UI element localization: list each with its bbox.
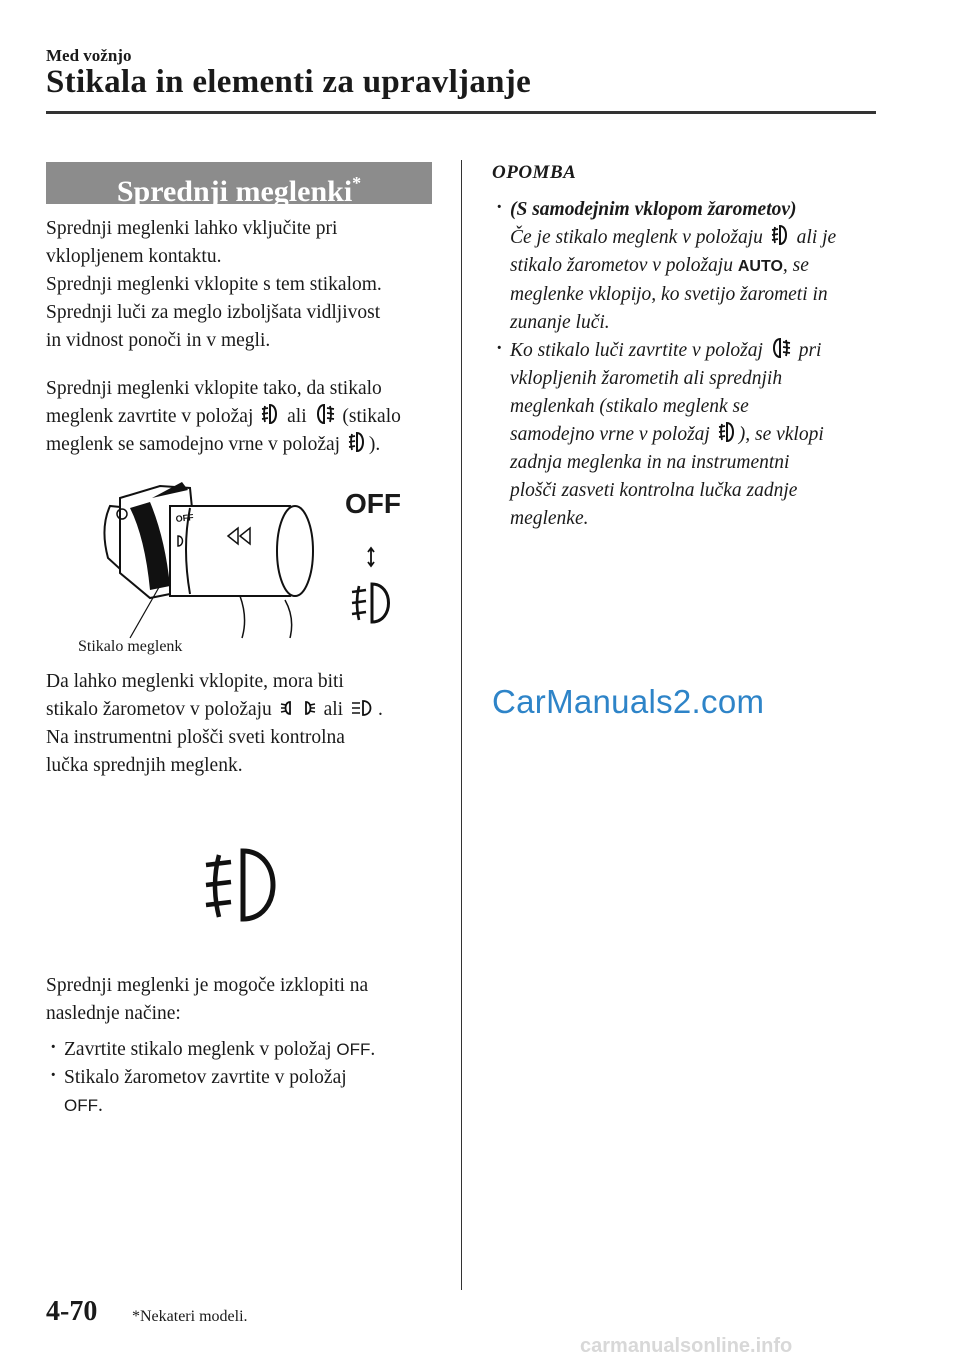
off-paragraph	[46, 972, 438, 1120]
how-line-2: meglenk zavrtite v položaj ali (stikalo	[46, 403, 438, 431]
need-line-4: lučka sprednjih meglenk.	[46, 755, 243, 776]
front-fog-icon	[350, 580, 396, 626]
note-body	[492, 196, 882, 533]
page-number: 4-70	[46, 1296, 98, 1327]
updown-arrow-icon	[366, 546, 376, 568]
footnote: *Nekateri modeli.	[132, 1308, 248, 1325]
rear-fog-icon	[771, 337, 791, 359]
intro-line: Sprednji meglenki vklopite s tem stikalom.	[46, 274, 382, 295]
off-line-2: naslednje načine:	[46, 1003, 181, 1024]
intro-line: in vidnost ponoči in v megli.	[46, 330, 271, 351]
section-banner	[46, 162, 432, 208]
intro-line: Sprednji luči za meglo izboljšata vidljivost	[46, 302, 381, 323]
front-fog-indicator-icon	[203, 845, 285, 925]
site-watermark[interactable]: carmanualsonline.info	[580, 1335, 793, 1357]
rear-fog-icon	[315, 403, 335, 425]
front-fog-icon	[718, 421, 736, 443]
front-fog-icon	[771, 224, 789, 246]
banner-title: Sprednji meglenki	[116, 175, 353, 208]
front-fog-icon	[348, 431, 366, 453]
need-line-1: Da lahko meglenki vklopite, mora biti	[46, 671, 344, 692]
intro-paragraph	[46, 215, 438, 355]
watermark-link[interactable]: CarManuals2.com	[492, 683, 765, 720]
front-fog-icon	[261, 403, 279, 425]
column-divider	[461, 160, 462, 1290]
how-line-3: meglenk se samodejno vrne v položaj ).	[46, 431, 438, 459]
off-position-label: OFF	[64, 1096, 98, 1115]
off-methods-list	[46, 1036, 438, 1120]
need-line-3: Na instrumentni plošči sveti kontrolna	[46, 727, 345, 748]
how-paragraph	[46, 375, 438, 459]
off-position-label: OFF	[336, 1040, 371, 1059]
figure-caption: Stikalo meglenk	[78, 638, 183, 655]
svg-text:OFF: OFF	[175, 512, 195, 524]
requirement-paragraph	[46, 668, 438, 780]
intro-line: vklopljenem kontaktu.	[46, 246, 222, 267]
headlight-icon	[351, 698, 375, 718]
header-divider	[46, 111, 876, 114]
list-item: · Stikalo žarometov zavrtite v položaj OFF.	[46, 1064, 438, 1120]
section-label: Med vožnjo	[46, 46, 132, 65]
off-label: OFF	[345, 488, 401, 519]
auto-position-label: AUTO	[737, 258, 783, 275]
note-heading: OPOMBA	[492, 162, 577, 183]
off-line-1: Sprednji meglenki je mogoče izklopiti na	[46, 975, 369, 996]
note-list	[492, 196, 882, 533]
intro-line: Sprednji meglenki lahko vključite pri	[46, 218, 338, 239]
page-title: Stikala in elementi za upravljanje	[46, 64, 532, 100]
parking-lights-icon	[280, 698, 316, 718]
banner-asterisk: *	[352, 173, 362, 193]
list-item: · Zavrtite stikalo meglenk v položaj OFF.	[46, 1036, 438, 1064]
list-item: · Ko stikalo luči zavrtite v položaj pri vklopljenih žarometih ali sprednjih meglenkah (stikalo meglenk se samodejno vrne v položaj ), se vklopi zadnja meglenka in na instrumentni plošči zasveti kontrolna lučka zadnje meglenke.	[492, 337, 882, 533]
need-line-2: stikalo žarometov v položaju ali .	[46, 699, 383, 720]
list-item: · (S samodejnim vklopom žarometov) Če je stikalo meglenk v položaju ali je stikalo žarometov v položaju AUTO, se meglenke vklopijo, ko svetijo žarometi in zunanje luči.	[492, 196, 882, 337]
how-line-1: Sprednji meglenki vklopite tako, da stikalo	[46, 378, 382, 399]
